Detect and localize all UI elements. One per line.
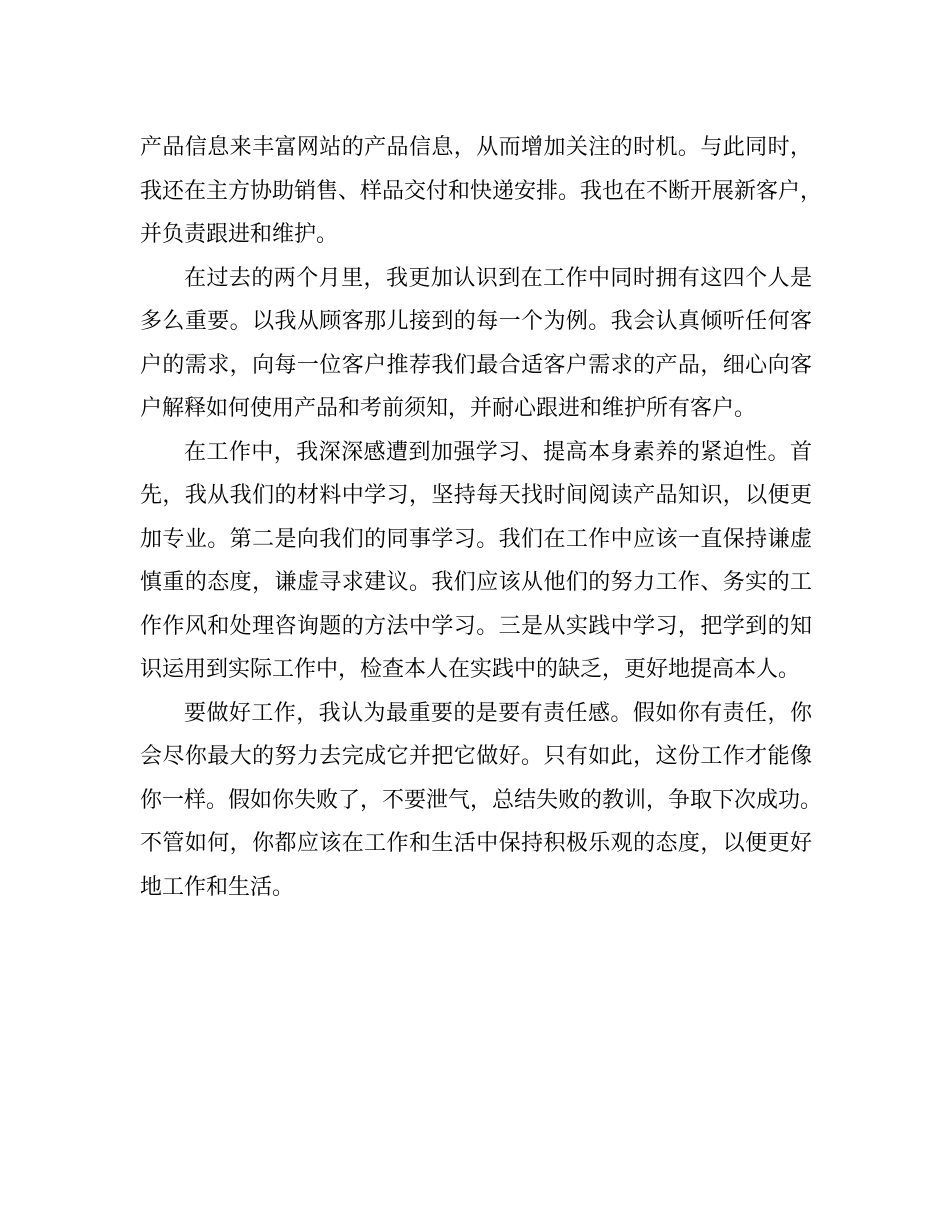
paragraph-line: 户解释如何使用产品和考前须知，并耐心跟进和维护所有客户。 — [140, 396, 757, 421]
paragraph-line: 你一样。假如你失败了，不要泄气，总结失败的教训，争取下次成功。 — [140, 787, 823, 813]
document-body — [140, 126, 823, 909]
paragraph-line: 户的需求，向每一位客户推荐我们最合适客户需求的产品，细心向客 — [140, 352, 812, 378]
paragraph-line: 识运用到实际工作中，检查本人在实践中的缺乏，更好地提高本人。 — [140, 657, 801, 682]
paragraph-4 — [140, 692, 823, 910]
paragraph-line: 作作风和处理咨询题的方法中学习。三是从实践中学习，把学到的知 — [140, 613, 812, 639]
paragraph-line: 要做好工作，我认为最重要的是要有责任感。假如你有责任，你 — [184, 700, 812, 726]
paragraph-line: 产品信息来丰富网站的产品信息，从而增加关注的时机。与此同时， — [140, 135, 812, 160]
paragraph-3 — [140, 431, 820, 692]
paragraph-line: 在过去的两个月里，我更加认识到在工作中同时拥有这四个人是 — [184, 265, 812, 291]
paragraph-line: 并负责跟进和维护。 — [140, 222, 339, 247]
paragraph-1 — [140, 126, 823, 257]
paragraph-line: 我还在主方协助销售、样品交付和快递安排。我也在不断开展新客户， — [140, 178, 823, 204]
paragraph-line: 不管如何，你都应该在工作和生活中保持积极乐观的态度，以便更好 — [140, 831, 812, 856]
paragraph-line: 在工作中，我深深感遭到加强学习、提高本身素养的紧迫性。首 — [184, 439, 812, 465]
paragraph-line: 地工作和生活。 — [140, 874, 295, 900]
paragraph-line: 多么重要。以我从顾客那儿接到的每一个为例。我会认真倾听任何客 — [140, 309, 812, 334]
paragraph-2 — [140, 257, 820, 431]
paragraph-line: 加专业。第二是向我们的同事学习。我们在工作中应该一直保持谦虚 — [140, 526, 812, 552]
paragraph-line: 会尽你最大的努力去完成它并把它做好。只有如此，这份工作才能像 — [140, 744, 812, 769]
paragraph-line: 慎重的态度，谦虚寻求建议。我们应该从他们的努力工作、务实的工 — [140, 570, 812, 595]
paragraph-line: 先，我从我们的材料中学习，坚持每天找时间阅读产品知识，以便更 — [140, 483, 812, 508]
